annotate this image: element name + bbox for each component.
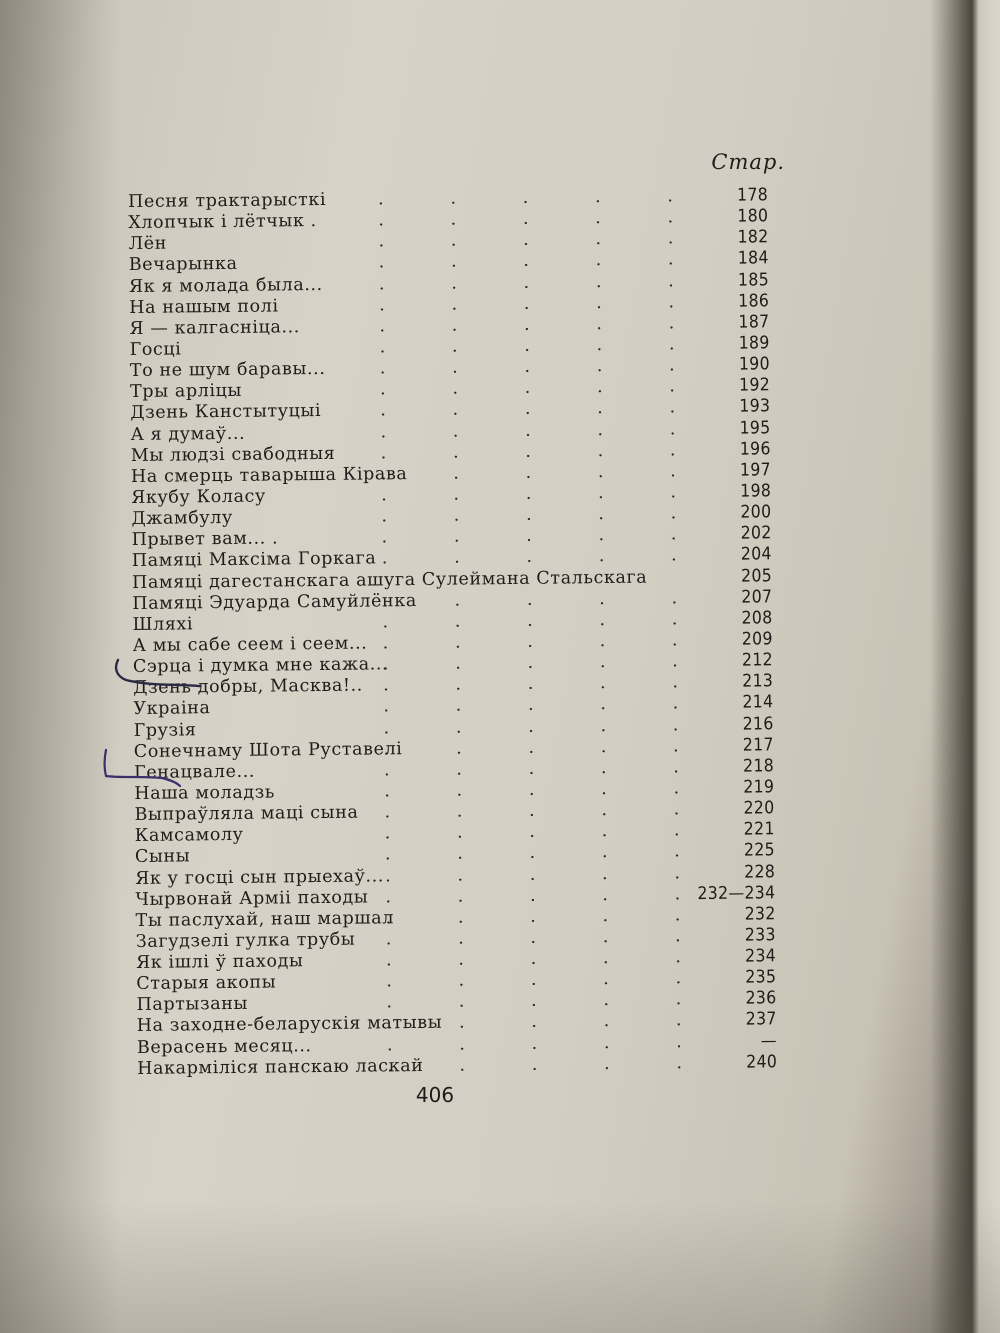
toc-entry-title: Накарміліся панскаю ласкай bbox=[137, 1055, 424, 1079]
toc-entry-title: Памяці дагестанскага ашуга Сулеймана Стальскага bbox=[131, 567, 648, 593]
toc-entry-title: Якубу Коласу bbox=[131, 486, 267, 508]
pen-underline-mark bbox=[116, 660, 200, 686]
toc-entry-title: Верасень месяц... bbox=[136, 1035, 312, 1058]
toc-entry-page: 240 bbox=[746, 1052, 778, 1073]
toc-entry-page: 205 bbox=[740, 565, 773, 587]
toc-entry-page: 193 bbox=[739, 396, 771, 418]
toc-entry-page: 212 bbox=[741, 650, 774, 671]
toc-entry-title: Украіна bbox=[133, 698, 211, 720]
toc-entry-page: 192 bbox=[739, 375, 771, 396]
toc-entry-title: Камсамолу bbox=[134, 825, 244, 847]
toc-entry-page: 236 bbox=[745, 988, 777, 1009]
toc-entry-page: 218 bbox=[742, 756, 775, 777]
toc-entry-title: Шляхі bbox=[132, 614, 194, 635]
toc-entry-page: 234 bbox=[744, 946, 777, 967]
toc-entry-title: Тры арліцы bbox=[129, 381, 243, 403]
toc-entry-title: Песня трактарысткі bbox=[128, 189, 327, 212]
toc-entry-title: То не шум баравы... bbox=[129, 359, 326, 382]
toc-entry-title: Лён bbox=[128, 233, 168, 255]
toc-entry-title: Выпраўляла маці сына bbox=[134, 802, 359, 826]
toc-entry-title: Мы людзі свабодныя bbox=[130, 443, 336, 466]
toc-entry-page: 197 bbox=[739, 460, 772, 481]
toc-entry-title: Ты паслухай, наш маршал bbox=[135, 908, 395, 931]
toc-entry-page: 216 bbox=[742, 713, 774, 735]
toc-entry-page: 182 bbox=[737, 227, 769, 248]
toc-entry-title: Я — калгасніца... bbox=[129, 317, 301, 339]
toc-entry-page: 189 bbox=[738, 333, 770, 354]
page-number: 406 bbox=[415, 1083, 455, 1107]
toc-entry-page: 186 bbox=[738, 290, 770, 312]
toc-entry-title: На заходне-беларускія матывы bbox=[136, 1013, 443, 1037]
toc-entry-page: 208 bbox=[741, 608, 773, 629]
toc-entry-page: — bbox=[760, 1030, 778, 1052]
toc-entry-page: 221 bbox=[743, 819, 775, 840]
toc-entry-page: 232—234 bbox=[697, 882, 776, 904]
toc-entry-page: 214 bbox=[742, 692, 774, 713]
toc-entry-page: 209 bbox=[741, 629, 773, 650]
toc-entry-title: Загудзелі гулка трубы bbox=[135, 929, 356, 952]
toc-entry-page: 178 bbox=[737, 185, 769, 206]
toc-entry-title: А мы сабе сеем і сеем... bbox=[132, 633, 368, 656]
toc-entry-title: Генацвале... bbox=[133, 761, 256, 783]
toc-entry-title: Дзень Канстытуцыі bbox=[130, 401, 322, 424]
toc-entry-page: 196 bbox=[739, 438, 771, 460]
toc-entry-page: 190 bbox=[738, 354, 770, 375]
toc-entry-page: 235 bbox=[745, 967, 777, 988]
toc-entry-page: 213 bbox=[742, 671, 774, 692]
toc-entry-page: 207 bbox=[741, 586, 773, 608]
toc-entry-page: 237 bbox=[745, 1009, 777, 1031]
toc-entry-page: 220 bbox=[743, 798, 775, 819]
toc-entry-page: 184 bbox=[737, 248, 769, 270]
toc-entry-title: Сонечнаму Шота Руставелі bbox=[133, 738, 403, 762]
toc-entry-page: 202 bbox=[740, 523, 772, 544]
pen-bracket-mark bbox=[105, 750, 181, 786]
toc-entry-page: 185 bbox=[737, 269, 770, 291]
toc-entry-title: Сэрца і думка мне кажа... bbox=[132, 654, 389, 678]
toc-entry-page: 204 bbox=[740, 544, 772, 565]
toc-entry-title: Памяці Эдуарда Самуйлёнка bbox=[132, 590, 417, 614]
toc-entry-page: 233 bbox=[744, 925, 776, 946]
toc-entry-page: 195 bbox=[739, 417, 771, 439]
page-column-header: Стар. bbox=[711, 150, 785, 174]
toc-entry-title: Старыя акопы bbox=[136, 972, 277, 995]
toc-entry-title: А я думаў... bbox=[130, 423, 246, 445]
toc-entry-page: 200 bbox=[740, 502, 772, 523]
toc-entry-title: Дзень добры, Масква!.. bbox=[133, 675, 364, 699]
toc-entry-page: 232 bbox=[744, 904, 776, 925]
toc-entry-title: Як у госці сын прыехаў... bbox=[135, 865, 385, 889]
toc-entry-page: 219 bbox=[743, 777, 775, 798]
toc-entry-title: Сыны bbox=[134, 846, 191, 868]
toc-entry-page: 180 bbox=[737, 206, 769, 227]
toc-entry-title: Наша моладзь bbox=[134, 782, 276, 804]
toc-entry-page: 217 bbox=[742, 734, 774, 756]
toc-entry-title: Хлопчык і лётчык . bbox=[128, 211, 317, 234]
toc-entry-title: Госці bbox=[129, 339, 182, 360]
toc-entry-title: На нашым полі bbox=[129, 296, 279, 318]
toc-entry-title: Грузія bbox=[133, 719, 197, 741]
toc-entry-page: 228 bbox=[744, 861, 776, 883]
toc-entry-title: Вечарынка bbox=[128, 254, 238, 276]
toc-entry-title: Як я молада была... bbox=[128, 274, 323, 297]
toc-entry-page: 225 bbox=[743, 840, 776, 861]
toc-entry-page: 187 bbox=[738, 312, 770, 333]
toc-entry-title: Памяці Максіма Горкага bbox=[131, 548, 377, 572]
toc-entry-title: Джамбулу bbox=[131, 508, 233, 530]
toc-entry-title: Партызаны bbox=[136, 994, 249, 1016]
toc-entry-title: Чырвонай Арміі паходы bbox=[135, 887, 369, 910]
toc-entry-title: Прывет вам... . bbox=[131, 528, 279, 551]
toc-entry-title: На смерць таварыша Кірава bbox=[130, 463, 408, 487]
toc-entry-page: 198 bbox=[740, 481, 772, 502]
toc-entry-title: Як ішлі ў паходы bbox=[135, 951, 304, 974]
